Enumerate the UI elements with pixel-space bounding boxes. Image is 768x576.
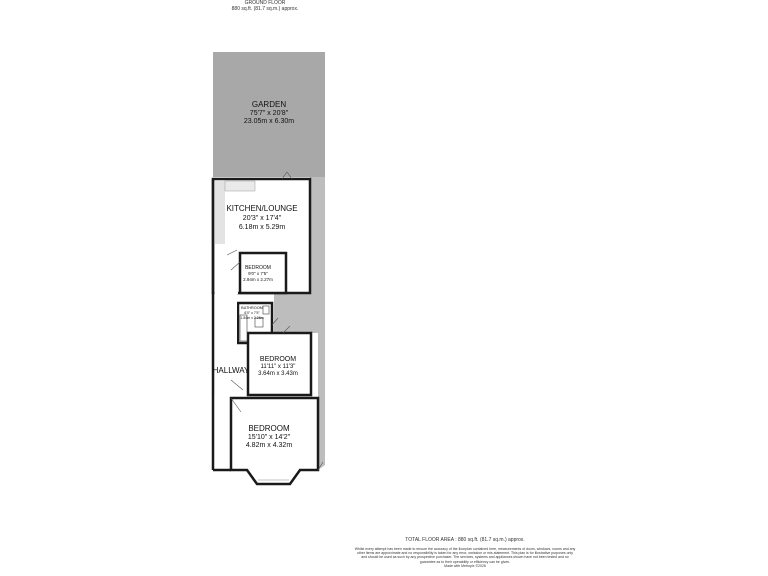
small-bedroom-name: BEDROOM (245, 265, 271, 271)
landing-area (274, 293, 310, 333)
mid-bedroom-metric: 3.64m x 3.43m (258, 371, 298, 377)
kitchen-metric: 6.18m x 5.29m (238, 224, 286, 231)
kitchen-name: KITCHEN/LOUNGE (226, 204, 298, 213)
kitchen-imperial: 20'3" x 17'4" (242, 215, 282, 222)
small-bedroom-imperial: 9'0" x 7'5" (248, 271, 268, 276)
toilet (263, 306, 269, 314)
garden-imperial: 75'7" x 20'8" (249, 110, 289, 117)
garden-metric: 23.05m x 6.30m (243, 118, 295, 125)
front-bedroom-name: BEDROOM (248, 424, 290, 433)
kitchen-counter (215, 181, 225, 244)
total-floor-area: TOTAL FLOOR AREA : 880 sq.ft. (81.7 sq.m.) approx. (405, 537, 525, 543)
bathroom-imperial: 6'0" x 7'5" (244, 311, 260, 315)
hallway-name: HALLWAY (212, 366, 250, 375)
front-bedroom-walls (231, 398, 318, 484)
mid-bedroom-imperial: 11'11" x 11'3" (260, 364, 296, 370)
made-with: Made with Metropix ©2026 (444, 563, 486, 568)
garden-name: GARDEN (251, 100, 287, 109)
plan-footer (340, 537, 590, 568)
small-bedroom-metric: 2.94m x 2.27m (243, 277, 273, 282)
bathroom-metric: 1.84m x 2.26m (240, 316, 264, 320)
bathroom-name: BATHROOM (241, 306, 263, 310)
floor-area-label: 880 sq.ft. (81.7 sq.m.) approx. (231, 6, 299, 12)
kitchen-worktop (225, 181, 255, 191)
disclaimer: Whilst every attempt has been made to ensure the accuracy of the floorplan contained here, measurements of doors, windows, rooms and any other items are approximate and no responsibility is taken for any error, omission or mis-statement. This plan is for illustrative purposes only and should be used as such by any prospective purchaser. The services, systems and appliances shown have not been tested and no guarantee as to their operability or efficiency can be given. (354, 547, 576, 564)
mid-bedroom-name: BEDROOM (259, 356, 297, 363)
floor-label: GROUND FLOOR (244, 0, 286, 6)
front-bedroom-metric: 4.82m x 4.32m (245, 442, 293, 449)
front-bedroom-imperial: 15'10" x 14'2" (247, 434, 291, 441)
